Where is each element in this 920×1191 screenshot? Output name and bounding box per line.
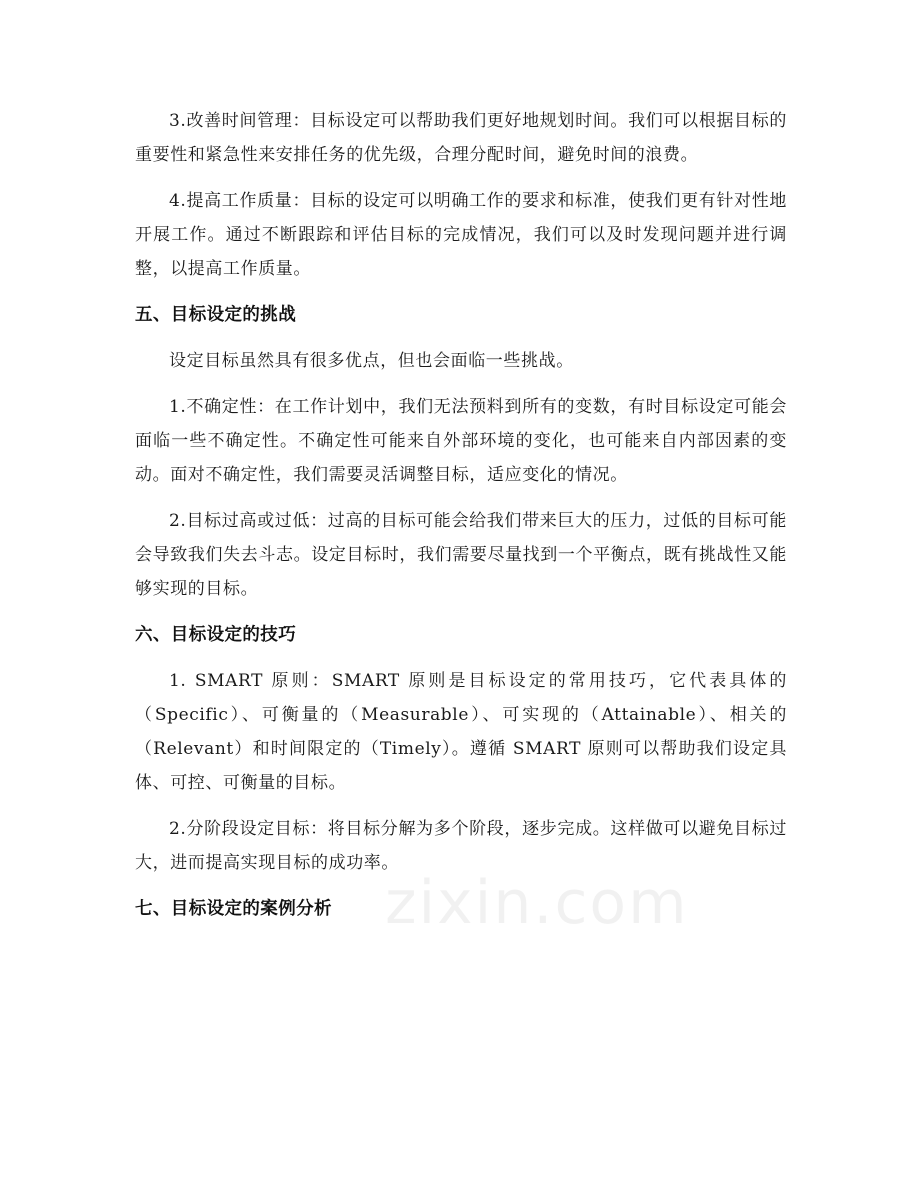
- paragraph-phased-goals: 2.分阶段设定目标：将目标分解为多个阶段，逐步完成。这样做可以避免目标过大，进而提高实现目标的成功率。: [135, 819, 787, 873]
- paragraph-smart: 1. SMART 原则：SMART 原则是目标设定的常用技巧，它代表具体的（Specific）、可衡量的（Measurable）、可实现的（Attainable）、相关的（Relevant）和时间限定的（Timely）。遵循 SMART 原则可以帮助我们设定具体、可控、可衡量的目标。: [135, 671, 787, 793]
- paragraph-target-level: 2.目标过高或过低：过高的目标可能会给我们带来巨大的压力，过低的目标可能会导致我们失去斗志。设定目标时，我们需要尽量找到一个平衡点，既有挑战性又能够实现的目标。: [135, 511, 787, 599]
- heading-case-analysis: 七、目标设定的案例分析: [135, 899, 332, 919]
- paragraph-time-management: 3.改善时间管理：目标设定可以帮助我们更好地规划时间。我们可以根据目标的重要性和紧急性来安排任务的优先级，合理分配时间，避免时间的浪费。: [135, 111, 787, 165]
- watermark-logo: zixin.com: [385, 868, 689, 938]
- paragraph-challenges-intro: 设定目标虽然具有很多优点，但也会面临一些挑战。: [169, 351, 574, 371]
- heading-techniques: 六、目标设定的技巧: [135, 625, 297, 645]
- paragraph-uncertainty: 1.不确定性：在工作计划中，我们无法预料到所有的变数，有时目标设定可能会面临一些不确定性。不确定性可能来自外部环境的变化，也可能来自内部因素的变动。面对不确定性，我们需要灵活调整目标，适应变化的情况。: [135, 397, 787, 485]
- heading-challenges: 五、目标设定的挑战: [135, 305, 297, 325]
- document-page: [135, 104, 787, 926]
- paragraph-work-quality: 4.提高工作质量：目标的设定可以明确工作的要求和标准，使我们更有针对性地开展工作。通过不断跟踪和评估目标的完成情况，我们可以及时发现问题并进行调整，以提高工作质量。: [135, 191, 787, 279]
